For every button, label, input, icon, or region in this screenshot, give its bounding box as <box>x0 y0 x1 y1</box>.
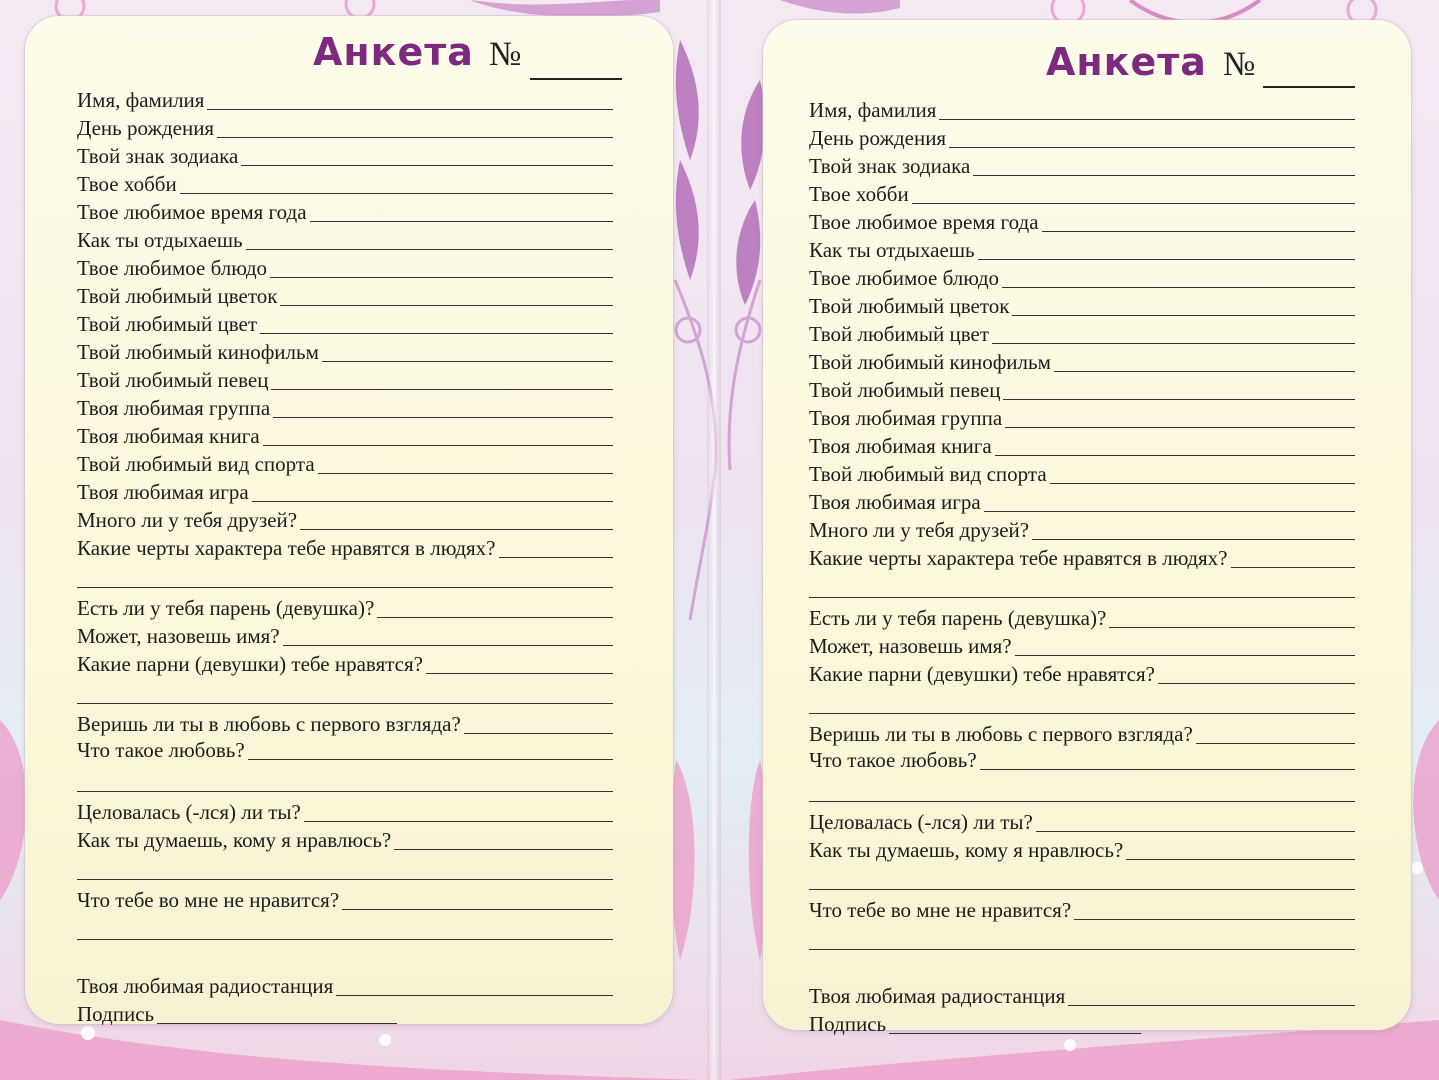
answer-continuation-row <box>77 914 613 944</box>
answer-line[interactable] <box>1032 539 1355 540</box>
question-label: Твоя любимая радиостанция <box>77 974 334 998</box>
question-label: Твоя любимая игра <box>77 480 249 504</box>
question-label: Есть ли у тебя парень (девушка)? <box>809 606 1107 630</box>
question-row <box>809 178 1355 208</box>
question-label: Твой любимый цвет <box>77 312 258 336</box>
answer-line[interactable] <box>1074 919 1355 920</box>
question-row <box>77 140 613 170</box>
question-row <box>809 514 1355 544</box>
question-label: Твой любимый вид спорта <box>809 462 1047 486</box>
question-label: Что такое любовь? <box>809 748 977 772</box>
question-label: Твой знак зодиака <box>809 154 971 178</box>
answer-line[interactable] <box>377 617 613 618</box>
question-label: Много ли у тебя друзей? <box>809 518 1030 542</box>
answer-line[interactable] <box>248 759 613 760</box>
answer-line[interactable] <box>809 889 1355 890</box>
question-row <box>809 458 1355 488</box>
question-row <box>77 998 397 1028</box>
question-label: Какие парни (девушки) тебе нравятся? <box>809 662 1155 686</box>
page-title: Анкета <box>1046 40 1207 84</box>
question-label: Веришь ли ты в любовь с первого взгляда? <box>809 722 1193 746</box>
question-row <box>809 150 1355 180</box>
answer-line[interactable] <box>1109 627 1355 628</box>
answer-line[interactable] <box>1012 315 1355 316</box>
answer-line[interactable] <box>280 305 613 306</box>
question-label: Твое любимое блюдо <box>809 266 1000 290</box>
question-row <box>77 620 613 650</box>
question-label: Целовалась (-лся) ли ты? <box>77 800 301 824</box>
question-row <box>809 542 1355 572</box>
question-row <box>809 262 1355 292</box>
answer-line[interactable] <box>984 511 1355 512</box>
answer-line[interactable] <box>322 361 613 362</box>
answer-line[interactable] <box>241 165 613 166</box>
question-row <box>809 346 1355 376</box>
question-label: Твое хобби <box>77 172 177 196</box>
answer-continuation-row <box>77 766 613 796</box>
answer-line[interactable] <box>426 673 613 674</box>
number-sign: № <box>489 36 522 73</box>
answer-continuation-row <box>809 688 1355 718</box>
question-label: Целовалась (-лся) ли ты? <box>809 810 1033 834</box>
answer-line[interactable] <box>77 791 613 792</box>
answer-line[interactable] <box>809 597 1355 598</box>
question-row <box>77 884 613 914</box>
question-label: Имя, фамилия <box>809 98 937 122</box>
question-row <box>809 374 1355 404</box>
answer-line[interactable] <box>1158 683 1355 684</box>
question-row <box>77 532 613 562</box>
answer-line[interactable] <box>77 587 613 588</box>
question-row <box>77 824 613 854</box>
answer-line[interactable] <box>273 417 613 418</box>
question-label: Твой любимый цвет <box>809 322 990 346</box>
question-row <box>77 648 613 678</box>
answer-line[interactable] <box>342 909 613 910</box>
answer-line[interactable] <box>207 109 613 110</box>
question-label: Что тебе во мне не нравится? <box>77 888 340 912</box>
question-row <box>809 980 1355 1010</box>
answer-line[interactable] <box>1054 371 1355 372</box>
question-row <box>77 336 613 366</box>
answer-line[interactable] <box>157 1023 397 1024</box>
question-row <box>77 504 613 534</box>
answer-line[interactable] <box>300 529 613 530</box>
question-label: Как ты отдыхаешь <box>77 228 243 252</box>
answer-line[interactable] <box>283 645 613 646</box>
answer-line[interactable] <box>499 557 613 558</box>
answer-line[interactable] <box>809 713 1355 714</box>
question-label: Твой любимый вид спорта <box>77 452 315 476</box>
question-row <box>77 796 613 826</box>
question-label: Как ты думаешь, кому я нравлюсь? <box>77 828 392 852</box>
question-label: Что такое любовь? <box>77 738 245 762</box>
book-spine <box>707 0 721 1080</box>
answer-line[interactable] <box>912 203 1355 204</box>
number-field[interactable] <box>1263 86 1355 88</box>
question-label: Как ты думаешь, кому я нравлюсь? <box>809 838 1124 862</box>
question-row <box>77 592 613 622</box>
answer-continuation-row <box>77 562 613 592</box>
question-row <box>809 1008 1141 1038</box>
question-row <box>809 94 1355 124</box>
answer-line[interactable] <box>217 137 613 138</box>
question-row <box>809 402 1355 432</box>
question-label: Что тебе во мне не нравится? <box>809 898 1072 922</box>
answer-line[interactable] <box>260 333 613 334</box>
question-label: Твой любимый кинофильм <box>77 340 319 364</box>
question-label: Твой любимый певец <box>809 378 1001 402</box>
answer-continuation-row <box>809 776 1355 806</box>
question-row <box>77 420 613 450</box>
answer-line[interactable] <box>809 949 1355 950</box>
question-label: Твой любимый цветок <box>809 294 1010 318</box>
question-label: Может, назовешь имя? <box>77 624 280 648</box>
question-label: Твое любимое блюдо <box>77 256 268 280</box>
answer-line[interactable] <box>973 175 1355 176</box>
question-label: Твой любимый певец <box>77 368 269 392</box>
question-label: Может, назовешь имя? <box>809 634 1012 658</box>
question-row <box>77 196 613 226</box>
question-row <box>809 630 1355 660</box>
question-row <box>77 112 613 142</box>
answer-line[interactable] <box>77 939 613 940</box>
question-label: Твоя любимая группа <box>77 396 271 420</box>
answer-line[interactable] <box>270 277 613 278</box>
question-label: Твоя любимая радиостанция <box>809 984 1066 1008</box>
answer-line[interactable] <box>394 849 613 850</box>
answer-line[interactable] <box>304 821 613 822</box>
answer-line[interactable] <box>271 389 613 390</box>
question-label: Много ли у тебя друзей? <box>77 508 298 532</box>
question-label: Твой знак зодиака <box>77 144 239 168</box>
answer-line[interactable] <box>1036 831 1355 832</box>
question-label: День рождения <box>809 126 947 150</box>
question-label: Есть ли у тебя парень (девушка)? <box>77 596 375 620</box>
question-row <box>77 168 613 198</box>
answer-line[interactable] <box>1126 859 1355 860</box>
question-label: Твой любимый цветок <box>77 284 278 308</box>
answer-line[interactable] <box>77 879 613 880</box>
question-row <box>809 290 1355 320</box>
question-row <box>809 834 1355 864</box>
question-label: Твое любимое время года <box>77 200 307 224</box>
question-label: Какие черты характера тебе нравятся в людях? <box>809 546 1228 570</box>
question-label: Твой любимый кинофильм <box>809 350 1051 374</box>
question-row <box>809 602 1355 632</box>
question-row <box>809 206 1355 236</box>
questionnaire-page-left <box>25 16 673 1024</box>
answer-line[interactable] <box>246 249 613 250</box>
answer-line[interactable] <box>1231 567 1355 568</box>
page-title: Анкета <box>313 30 474 74</box>
answer-line[interactable] <box>980 769 1355 770</box>
answer-line[interactable] <box>1042 231 1355 232</box>
question-row <box>77 392 613 422</box>
answer-line[interactable] <box>1005 427 1355 428</box>
question-label: Твоя любимая книга <box>77 424 260 448</box>
question-row <box>77 970 613 1000</box>
number-field[interactable] <box>530 78 622 80</box>
question-label: Имя, фамилия <box>77 88 205 112</box>
question-label: Какие парни (девушки) тебе нравятся? <box>77 652 423 676</box>
answer-continuation-row <box>809 864 1355 894</box>
question-label: Веришь ли ты в любовь с первого взгляда? <box>77 712 461 736</box>
question-label: День рождения <box>77 116 215 140</box>
answer-line[interactable] <box>263 445 613 446</box>
question-row <box>809 122 1355 152</box>
answer-line[interactable] <box>180 193 613 194</box>
question-row <box>77 448 613 478</box>
number-sign: № <box>1223 46 1256 83</box>
question-label: Твое хобби <box>809 182 909 206</box>
answer-line[interactable] <box>1003 399 1355 400</box>
answer-line[interactable] <box>310 221 613 222</box>
question-label: Твое любимое время года <box>809 210 1039 234</box>
question-label: Твоя любимая книга <box>809 434 992 458</box>
answer-continuation-row <box>77 678 613 708</box>
question-row <box>809 430 1355 460</box>
question-row <box>77 224 613 254</box>
question-row <box>77 280 613 310</box>
question-row <box>809 658 1355 688</box>
answer-line[interactable] <box>252 501 613 502</box>
question-label: Какие черты характера тебе нравятся в людях? <box>77 536 496 560</box>
answer-line[interactable] <box>336 995 613 996</box>
question-row <box>77 734 613 764</box>
answer-continuation-row <box>809 572 1355 602</box>
question-label: Как ты отдыхаешь <box>809 238 975 262</box>
question-label: Твоя любимая игра <box>809 490 981 514</box>
answer-line[interactable] <box>995 455 1355 456</box>
question-row <box>809 744 1355 774</box>
answer-continuation-row <box>77 854 613 884</box>
question-row <box>809 806 1355 836</box>
answer-line[interactable] <box>1002 287 1355 288</box>
question-row <box>77 84 613 114</box>
answer-line[interactable] <box>809 801 1355 802</box>
answer-line[interactable] <box>1015 655 1355 656</box>
answer-line[interactable] <box>978 259 1355 260</box>
question-row <box>809 318 1355 348</box>
question-row <box>77 364 613 394</box>
answer-line[interactable] <box>889 1033 1141 1034</box>
question-row <box>809 894 1355 924</box>
question-row <box>809 486 1355 516</box>
question-row <box>77 476 613 506</box>
question-label: Твоя любимая группа <box>809 406 1003 430</box>
answer-line[interactable] <box>1050 483 1355 484</box>
answer-line[interactable] <box>949 147 1355 148</box>
answer-line[interactable] <box>1068 1005 1355 1006</box>
question-row <box>77 252 613 282</box>
question-label: Подпись <box>77 1002 155 1026</box>
questionnaire-page-right <box>763 20 1411 1036</box>
answer-line[interactable] <box>992 343 1355 344</box>
question-row <box>77 308 613 338</box>
question-row <box>809 234 1355 264</box>
question-label: Подпись <box>809 1012 887 1036</box>
answer-line[interactable] <box>77 703 613 704</box>
answer-line[interactable] <box>318 473 613 474</box>
answer-continuation-row <box>809 924 1355 954</box>
answer-line[interactable] <box>939 119 1355 120</box>
